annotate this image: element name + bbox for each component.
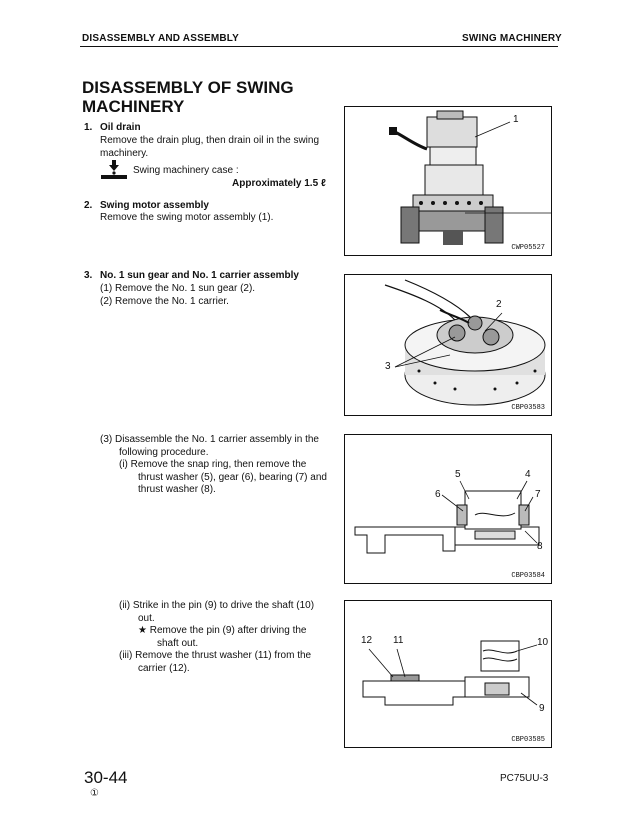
- figure-1-code: CWP05527: [511, 244, 545, 252]
- figure-4-callout-12: 12: [361, 635, 373, 646]
- figure-4-callout-10: 10: [537, 637, 549, 648]
- figure-3-callout-4: 4: [525, 469, 531, 480]
- oil-drain-icon: [101, 160, 127, 180]
- figure-shaft-drawing: [345, 601, 551, 747]
- step-2-heading: Swing motor assembly: [100, 200, 209, 211]
- step-2-text: Remove the swing motor assembly (1).: [100, 212, 274, 223]
- sub3-i: [119, 459, 344, 497]
- figure-1-callout-1: 1: [513, 114, 519, 125]
- figure-2-code: CBP03583: [511, 404, 545, 412]
- step-3-number: 3.: [84, 270, 93, 281]
- figure-2-callout-3: 3: [385, 361, 391, 372]
- sub3-i-line-2: thrust washer (5), gear (6), bearing (7) and: [138, 471, 327, 483]
- sub3-iii-line-1: (iii) Remove the thrust washer (11) from the: [119, 650, 312, 661]
- page-title-line-1: DISASSEMBLY OF SWING: [82, 78, 294, 97]
- figure-3-code: CBP03584: [511, 572, 545, 580]
- step-1-spec-value: Approximately 1.5 ℓ: [232, 178, 326, 189]
- sub3-intro-line-1: (3) Disassemble the No. 1 carrier assembly in the: [100, 434, 319, 445]
- step-1-text-line-2: machinery.: [100, 147, 149, 159]
- figure-sun-gear-drawing: [345, 275, 551, 415]
- figure-carrier-drawing: [345, 435, 551, 583]
- figure-swing-motor-drawing: [345, 107, 551, 255]
- figure-3-callout-6: 6: [435, 489, 441, 500]
- step-1-spec-label: Swing machinery case :: [133, 165, 239, 176]
- step-1-number: 1.: [84, 122, 93, 133]
- header-section-title: DISASSEMBLY AND ASSEMBLY: [82, 33, 240, 44]
- step-3-heading: No. 1 sun gear and No. 1 carrier assembly: [100, 270, 299, 281]
- figure-3-callout-5: 5: [455, 469, 461, 480]
- sub3-ii-line-2: out.: [138, 612, 155, 624]
- figure-3-callout-7: 7: [535, 489, 541, 500]
- figure-3-callout-8: 8: [537, 541, 543, 552]
- figure-4-callout-9: 9: [539, 703, 545, 714]
- sub3-note-line-2: shaft out.: [157, 637, 199, 649]
- step-3-item-2: (2) Remove the No. 1 carrier.: [100, 296, 229, 307]
- sub3-ii: [119, 600, 344, 675]
- step-1-text-line-1: Remove the drain plug, then drain oil in the swing: [100, 135, 320, 146]
- figure-swing-motor: [344, 106, 552, 256]
- figure-4-code: CBP03585: [511, 736, 545, 744]
- page-number: 30-44: [84, 768, 128, 787]
- model-number: PC75UU-3: [500, 773, 549, 784]
- header-chapter-title: SWING MACHINERY: [462, 33, 562, 44]
- sub3-intro-line-2: following procedure.: [119, 446, 209, 458]
- figure-2-callout-2: 2: [496, 299, 502, 310]
- sub3-iii-line-2: carrier (12).: [138, 662, 190, 674]
- sub3-ii-line-1: (ii) Strike in the pin (9) to drive the shaft (10): [119, 600, 315, 611]
- revision-mark: ①: [90, 788, 99, 799]
- header-rule: [80, 46, 558, 47]
- figure-4-callout-11: 11: [393, 635, 404, 646]
- sub3-intro: [100, 434, 340, 459]
- step-1-text: [100, 135, 340, 160]
- figure-carrier-disassembly: [344, 434, 552, 584]
- sub3-i-line-1: (i) Remove the snap ring, then remove the: [119, 459, 307, 470]
- sub3-i-line-3: thrust washer (8).: [138, 484, 216, 495]
- step-3-item-1: (1) Remove the No. 1 sun gear (2).: [100, 283, 256, 294]
- sub3-note-line-1: ★ Remove the pin (9) after driving the: [138, 625, 307, 636]
- step-2-number: 2.: [84, 200, 93, 211]
- figure-shaft-removal: [344, 600, 552, 748]
- page-title: [82, 78, 332, 116]
- figure-sun-gear: [344, 274, 552, 416]
- step-1-heading: Oil drain: [100, 122, 141, 133]
- page-title-line-2: MACHINERY: [82, 97, 185, 116]
